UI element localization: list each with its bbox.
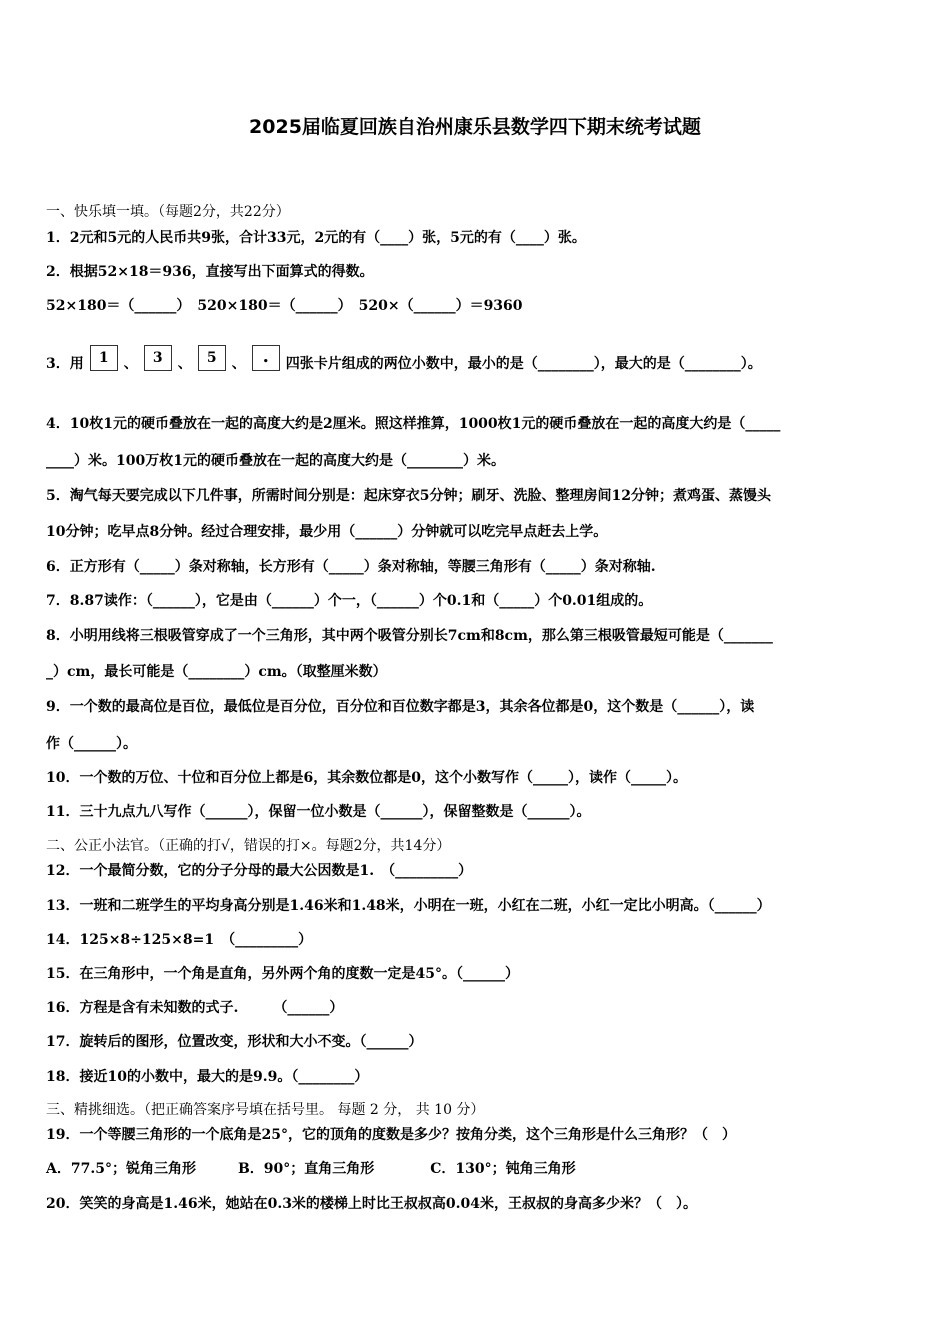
section-1-heading: 一、快乐填一填。（每题2分，共22分） [46,204,290,220]
separator: 、 [123,356,138,372]
question-4-line-2: ____）米。100万枚1元的硬币叠放在一起的高度大约是（________）米。 [46,453,505,469]
digit-card-5: 5 [198,345,226,371]
section-3-heading: 三、精挑细选。（把正确答案序号填在括号里。 每题 2 分， 共 10 分） [46,1102,485,1118]
question-3 [46,346,762,381]
question-20: 20．笑笑的身高是1.46米，她站在0.3米的楼梯上时比王叔叔高0.04米，王叔叔的身高多少米？（ ）。 [46,1196,698,1212]
separator: 、 [231,356,246,372]
question-19: 19．一个等腰三角形的一个底角是25°，它的顶角的度数是多少？按角分类，这个三角形是什么三角形？（ ） [46,1127,736,1143]
question-4-line-1: 4．10枚1元的硬币叠放在一起的高度大约是2厘米。照这样推算，1000枚1元的硬币叠放在一起的高度大约是（_____ [46,416,781,432]
question-7: 7．8.87读作：（______），它是由（______）个一，（______）个0.1和（_____）个0.01组成的。 [46,593,653,609]
question-5-line-2: 10分钟；吃早点8分钟。经过合理安排，最少用（______）分钟就可以吃完早点赶去上学。 [46,524,608,540]
separator: 、 [177,356,192,372]
question-12: 12．一个最简分数，它的分子分母的最大公因数是1. （_________） [46,863,473,879]
question-15: 15．在三角形中，一个角是直角，另外两个角的度数一定是45°。（______） [46,966,519,982]
question-5-line-1: 5．淘气每天要完成以下几件事，所需时间分别是：起床穿衣5分钟；刷牙、洗脸、整理房间12分钟；煮鸡蛋、蒸馒头 [46,488,771,504]
question-2: 2．根据52×18＝936，直接写出下面算式的得数。 [46,264,374,280]
question-18: 18．接近10的小数中，最大的是9.9。（________） [46,1069,369,1085]
question-3-text: 四张卡片组成的两位小数中，最小的是（________），最大的是（________）。 [285,356,762,372]
question-8-line-1: 8．小明用线将三根吸管穿成了一个三角形，其中两个吸管分别长7cm和8cm，那么第三根吸管最短可能是（_______ [46,628,773,644]
question-2-expressions: 52×180＝（______） 520×180＝（______） 520×（______）＝9360 [46,298,523,314]
question-19-options: A．77.5°；锐角三角形 B．90°；直角三角形 C．130°；钝角三角形 [46,1161,576,1177]
question-10: 10．一个数的万位、十位和百分位上都是6，其余数位都是0，这个小数写作（_____），读作（_____）。 [46,770,687,786]
question-3-lead: 3．用 [46,356,84,372]
question-6: 6．正方形有（_____）条对称轴，长方形有（_____）条对称轴，等腰三角形有（_____）条对称轴. [46,559,656,575]
question-14: 14．125×8÷125×8=1 （_________） [46,932,313,948]
question-11: 11．三十九点九八写作（______），保留一位小数是（______），保留整数是（______）。 [46,804,591,820]
question-9-line-1: 9．一个数的最高位是百位，最低位是百分位，百分位和百位数字都是3，其余各位都是0，这个数是（______），读 [46,699,755,715]
question-8-line-2: _）cm，最长可能是（________）cm。（取整厘米数） [46,664,387,680]
question-16: 16．方程是含有未知数的式子. （______） [46,1000,344,1016]
question-9-line-2: 作（______）。 [46,736,137,752]
digit-card-1: 1 [90,345,118,371]
question-13: 13．一班和二班学生的平均身高分别是1.46米和1.48米，小明在一班，小红在二班，小红一定比小明高。（______） [46,898,771,914]
page-title: 2025届临夏回族自治州康乐县数学四下期末统考试题 [249,116,701,138]
question-1: 1．2元和5元的人民币共9张，合计33元，2元的有（____）张，5元的有（____）张。 [46,230,586,246]
question-17: 17．旋转后的图形，位置改变，形状和大小不变。（______） [46,1034,423,1050]
digit-card-3: 3 [144,345,172,371]
section-2-heading: 二、公正小法官。（正确的打√，错误的打×。每题2分，共14分） [46,838,451,854]
decimal-point-card: . [252,345,280,371]
